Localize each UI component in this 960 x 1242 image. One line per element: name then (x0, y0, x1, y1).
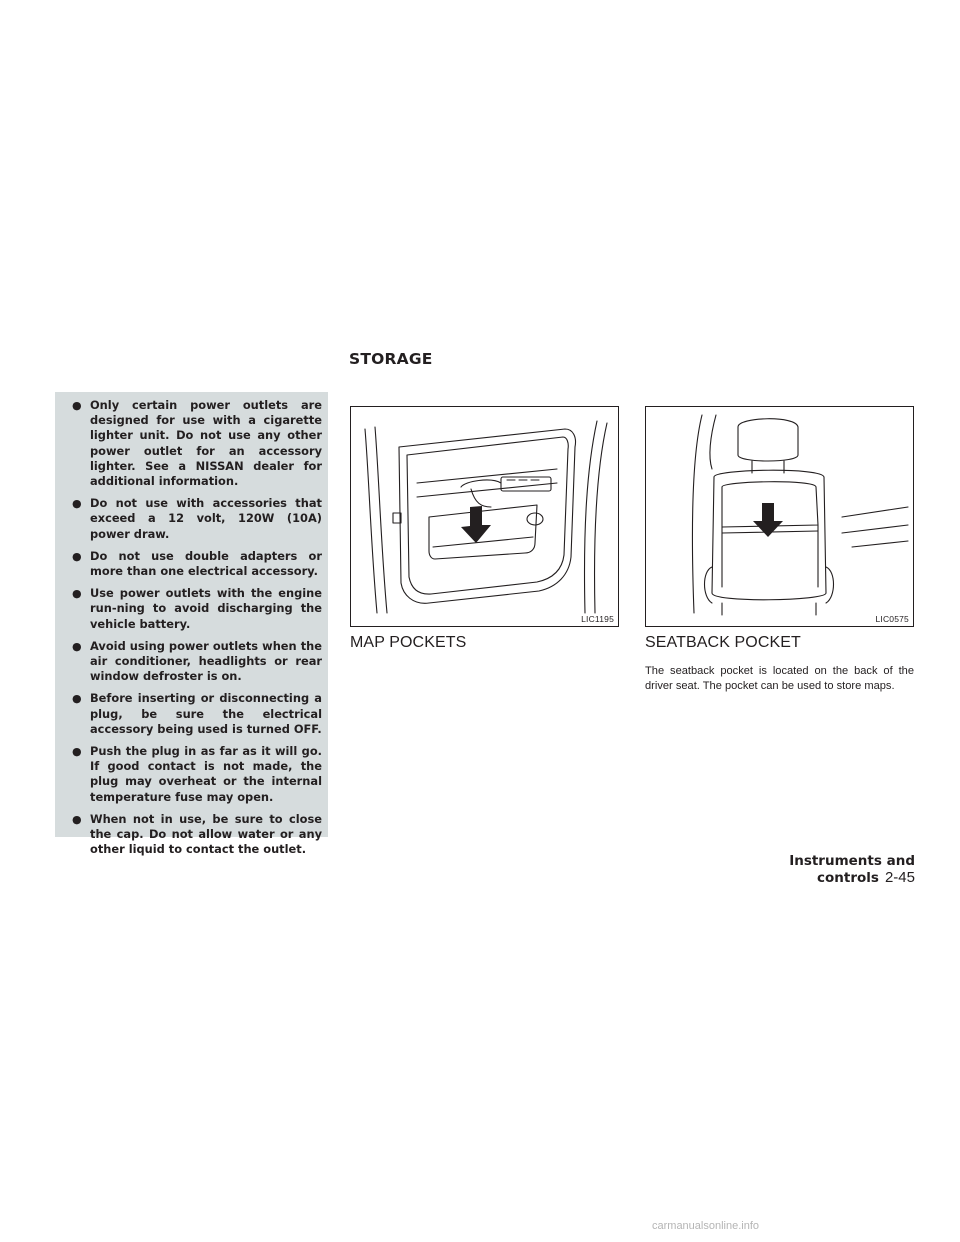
door-illustration (351, 407, 618, 626)
caution-item: ● When not in use, be sure to close the cap. Do not allow water or any other liquid to contact the outlet. (72, 811, 322, 857)
caution-item: ● Do not use double adapters or more than one electrical accessory. (72, 548, 322, 579)
figure-code: LIC0575 (875, 614, 909, 624)
caution-item: ● Before inserting or disconnecting a plug, be sure the electrical accessory being used is turned OFF. (72, 691, 322, 736)
seatback-pocket-heading: SEATBACK POCKET (645, 634, 801, 651)
figure-code: LIC1195 (581, 614, 614, 624)
caution-item: ● Push the plug in as far as it will go. If good contact is not made, the plug may overheat or the internal temperature fuse may open. (72, 744, 322, 804)
bullet-icon: ● (72, 497, 82, 511)
map-pockets-heading: MAP POCKETS (350, 634, 467, 651)
page-number: 2-45 (884, 869, 915, 886)
bullet-icon: ● (72, 587, 82, 601)
bullet-icon: ● (72, 399, 82, 412)
bullet-icon: ● (72, 549, 82, 563)
seatback-pocket-figure (645, 406, 914, 627)
caution-item: ● Avoid using power outlets when the air conditioner, headlights or rear window defroster is on. (72, 638, 322, 684)
caution-item: ● Do not use with accessories that exceed a 12 volt, 120W (10A) power draw. (72, 496, 322, 541)
caution-list (72, 398, 322, 857)
seatback-pocket-text: The seatback pocket is located on the back of the driver seat. The pocket can be used to store maps. (645, 665, 914, 692)
watermark: carmanualsonline.info (652, 1220, 760, 1232)
caution-item: ● Only certain power outlets are designed for use with a cigarette lighter unit. Do not use any other power outlet for an accessory lighter. See a NISSAN dealer for additional information. (72, 398, 322, 489)
map-pockets-figure (350, 406, 619, 627)
bullet-icon: ● (72, 692, 82, 706)
footer-section-name: Instruments and controls (789, 853, 915, 886)
caution-box (55, 392, 328, 857)
page-footer (705, 852, 915, 886)
bullet-icon: ● (72, 812, 82, 826)
caution-item: ● Use power outlets with the engine run-ning to avoid discharging the vehicle battery. (72, 586, 322, 631)
seat-illustration (646, 407, 913, 626)
bullet-icon: ● (72, 745, 82, 759)
bullet-icon: ● (72, 639, 82, 653)
section-title: STORAGE (349, 350, 433, 368)
